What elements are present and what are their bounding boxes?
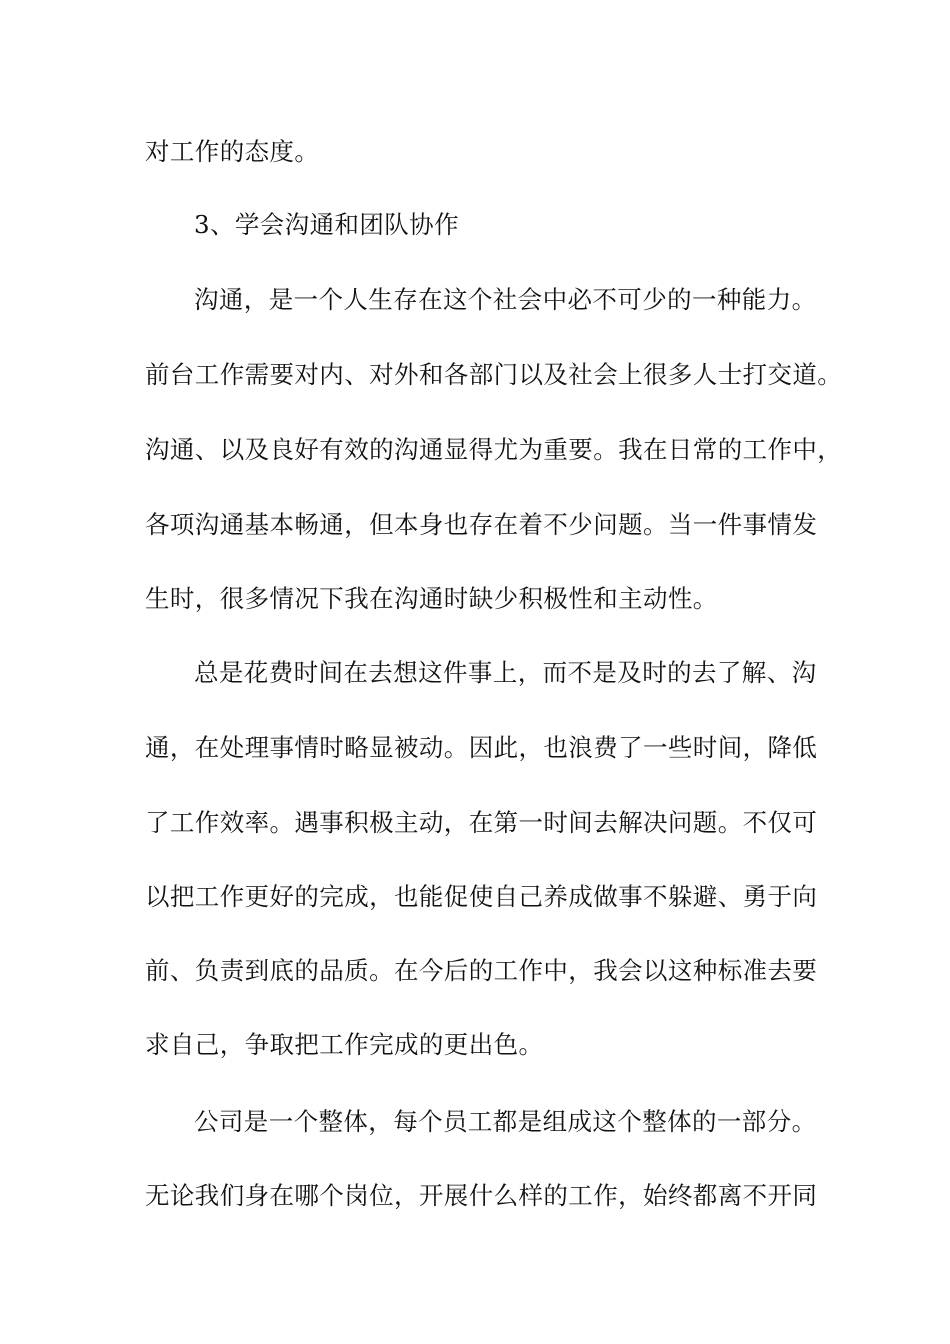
- text-line-3: 沟通，是一个人生存在这个社会中必不可少的一种能力。: [194, 285, 817, 314]
- text-line-9: 通，在处理事情时略显被动。因此，也浪费了一些时间，降低: [145, 733, 818, 762]
- text-line-7: 生时，很多情况下我在沟通时缺少积极性和主动性。: [145, 584, 718, 613]
- text-line-6: 各项沟通基本畅通，但本身也存在着不少问题。当一件事情发: [145, 510, 818, 539]
- text-line-8: 总是花费时间在去想这件事上，而不是及时的去了解、沟: [194, 658, 817, 687]
- text-line-15: 无论我们身在哪个岗位，开展什么样的工作，始终都离不开同: [145, 1181, 818, 1210]
- text-line-4: 前台工作需要对内、对外和各部门以及社会上很多人士打交道。: [145, 360, 843, 389]
- text-line-1: 对工作的态度。: [145, 137, 320, 166]
- text-line-13: 求自己，争取把工作完成的更出色。: [145, 1030, 544, 1059]
- text-line-14: 公司是一个整体，每个员工都是组成这个整体的一部分。: [194, 1107, 817, 1136]
- text-line-11: 以把工作更好的完成，也能促使自己养成做事不躲避、勇于向: [145, 882, 818, 911]
- text-line-12: 前、负责到底的品质。在今后的工作中，我会以这种标准去要: [145, 956, 818, 985]
- section-heading: 3、学会沟通和团队协作: [194, 210, 459, 239]
- text-line-5: 沟通、以及良好有效的沟通显得尤为重要。我在日常的工作中，: [145, 435, 843, 464]
- text-line-10: 了工作效率。遇事积极主动，在第一时间去解决问题。不仅可: [145, 808, 818, 837]
